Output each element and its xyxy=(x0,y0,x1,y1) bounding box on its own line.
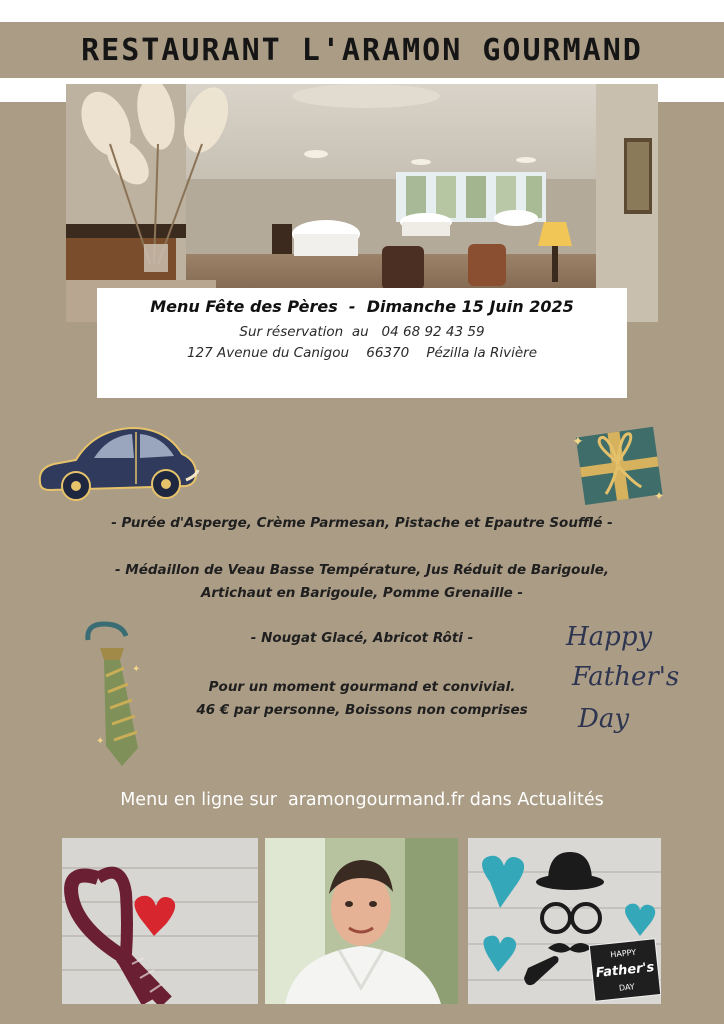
svg-text:✦: ✦ xyxy=(572,434,584,450)
menu-main-line-2: Artichaut en Barigoule, Pomme Grenaille - xyxy=(200,585,524,601)
event-headline: Menu Fête des Pères - Dimanche 15 Juin 2025 xyxy=(150,297,574,316)
props-sign-line-3: DAY xyxy=(618,982,636,993)
menu-dessert: - Nougat Glacé, Abricot Rôti - xyxy=(250,630,474,646)
greeting-word-day: Day xyxy=(578,704,630,734)
fathers-day-props-photo xyxy=(468,838,661,1004)
props-sign-line-1: HAPPY xyxy=(609,947,637,960)
address-text: 127 Avenue du Canigou 66370 Pézilla la Rivière xyxy=(186,345,538,361)
menu-section xyxy=(0,512,724,722)
online-menu-text: Menu en ligne sur aramongourmand.fr dans Actualités xyxy=(120,790,604,810)
props-sign-line-2: Father's xyxy=(595,959,655,982)
menu-price: 46 € par personne, Boissons non comprises xyxy=(196,702,528,718)
restaurant-title: RESTAURANT L'ARAMON GOURMAND xyxy=(81,32,643,68)
reservation-text: Sur réservation au 04 68 92 43 59 xyxy=(239,324,485,340)
greeting-word-happy: Happy xyxy=(566,622,653,652)
menu-starter: - Purée d'Asperge, Crème Parmesan, Pistache et Epautre Soufflé - xyxy=(111,515,613,531)
svg-text:✦: ✦ xyxy=(96,736,105,747)
greeting-word-fathers: Father's xyxy=(572,662,680,692)
info-box xyxy=(97,288,627,398)
gift-box-icon xyxy=(568,420,668,510)
restaurant-interior-photo xyxy=(66,84,658,322)
top-white-band xyxy=(0,0,724,22)
menu-main-line-1: - Médaillon de Veau Basse Température, Jus Réduit de Barigoule, xyxy=(115,562,609,578)
svg-text:✦: ✦ xyxy=(654,489,665,503)
chef-portrait-photo xyxy=(265,838,458,1004)
vintage-car-icon xyxy=(36,420,200,504)
menu-tagline: Pour un moment gourmand et convivial. xyxy=(208,679,516,695)
tie-heart-photo xyxy=(62,838,258,1004)
title-bar xyxy=(0,22,724,78)
svg-text:✦: ✦ xyxy=(132,664,141,675)
